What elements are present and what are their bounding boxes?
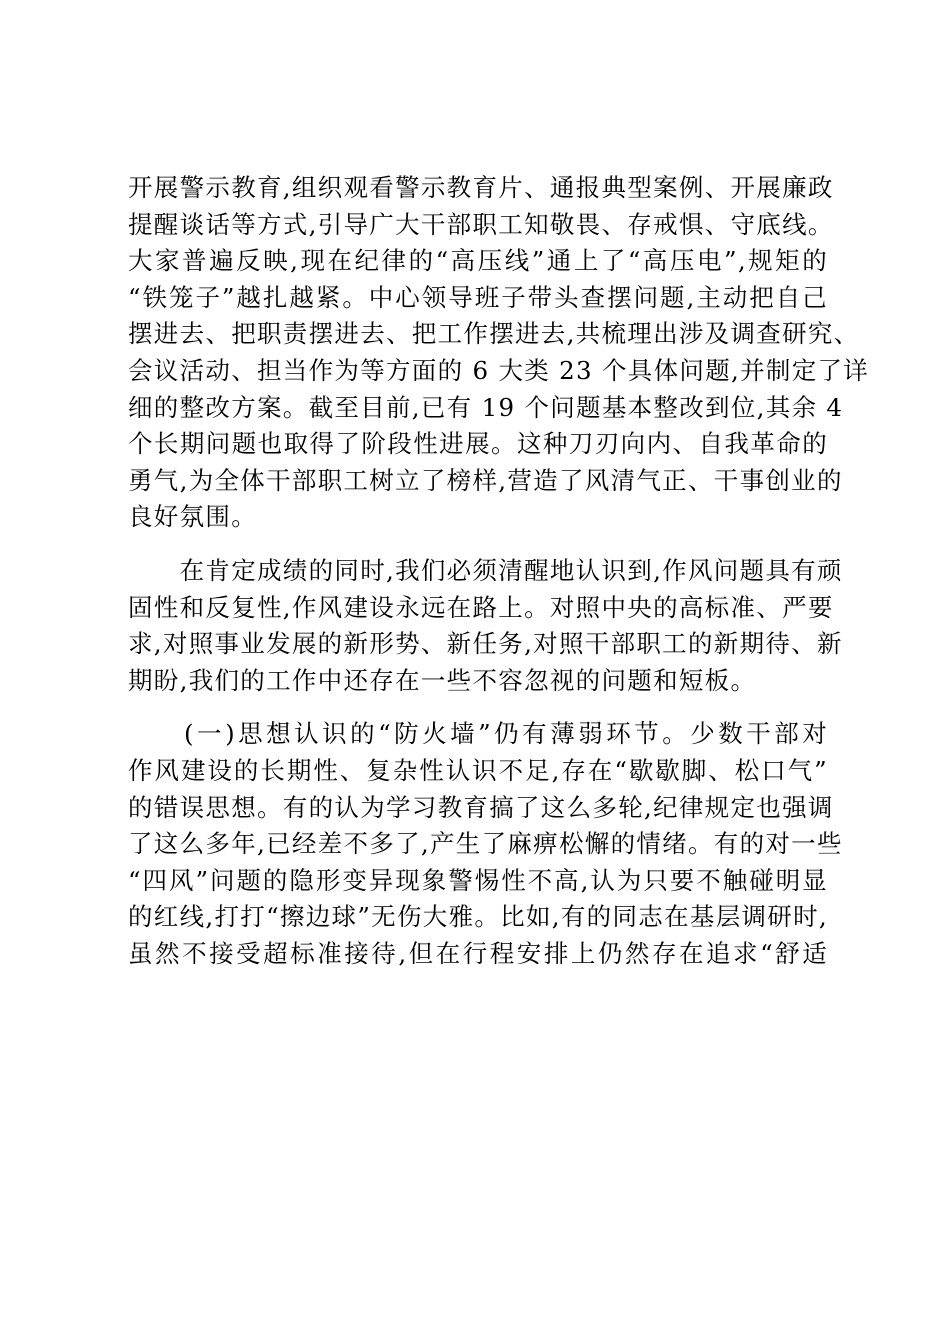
- text-line: “铁笼子”越扎越紧。中心领导班子带头查摆问题,主动把自己: [128, 282, 828, 312]
- text-line: 求,对照事业发展的新形势、新任务,对照干部职工的新期待、新: [128, 629, 843, 659]
- text-line: 开展警示教育,组织观看警示教育片、通报典型案例、开展廉政: [128, 173, 834, 202]
- text-line: 的错误思想。有的认为学习教育搞了这么多轮,纪律规定也强调: [128, 792, 834, 822]
- text-line: 良好氛围。: [128, 502, 257, 532]
- text-line: 在肯定成绩的同时,我们必须清醒地认识到,作风问题具有顽: [128, 555, 843, 585]
- text-line: 的红线,打打“擦边球”无伤大雅。比如,有的同志在基层调研时,: [128, 902, 828, 932]
- paragraph-spacer: [128, 699, 828, 716]
- text-line: 勇气,为全体干部职工树立了榜样,营造了风清气正、干事创业的: [128, 465, 843, 495]
- document-body: [128, 170, 870, 972]
- text-line: 作风建设的长期性、复杂性认识不足,存在“歇歇脚、松口气”: [128, 755, 828, 785]
- paragraph-achievements: [128, 170, 870, 536]
- text-line: 大家普遍反映,现在纪律的“高压线”通上了“高压电”,规矩的: [128, 246, 828, 276]
- text-line: “四风”问题的隐形变异现象警惕性不高,认为只要不触碰明显: [128, 865, 828, 895]
- text-line: 细的整改方案。截至目前,已有 19 个问题基本整改到位,其余 4: [128, 392, 844, 422]
- text-line: 摆进去、把职责摆进去、把工作摆进去,共梳理出涉及调查研究、: [128, 319, 860, 349]
- text-line: 个长期问题也取得了阶段性进展。这种刀刃向内、自我革命的: [128, 429, 828, 459]
- paragraph-problems-intro: [128, 553, 843, 699]
- paragraph-spacer: [128, 536, 828, 553]
- text-line: 固性和反复性,作风建设永远在路上。对照中央的高标准、严要: [128, 592, 834, 622]
- text-line: 了这么多年,已经差不多了,产生了麻痹松懈的情绪。有的对一些: [128, 829, 843, 859]
- text-line: 虽然不接受超标准接待,但在行程安排上仍然存在追求“舒适: [128, 938, 828, 968]
- section-heading-line: (一)思想认识的“防火墙”仍有薄弱环节。少数干部对: [128, 719, 828, 749]
- text-line: 提醒谈话等方式,引导广大干部职工知敬畏、存戒惧、守底线。: [128, 209, 834, 239]
- text-line: 会议活动、担当作为等方面的 6 大类 23 个具体问题,并制定了详: [128, 355, 870, 385]
- paragraph-section-one: [128, 716, 843, 972]
- text-line: 期盼,我们的工作中还存在一些不容忽视的问题和短板。: [128, 665, 757, 695]
